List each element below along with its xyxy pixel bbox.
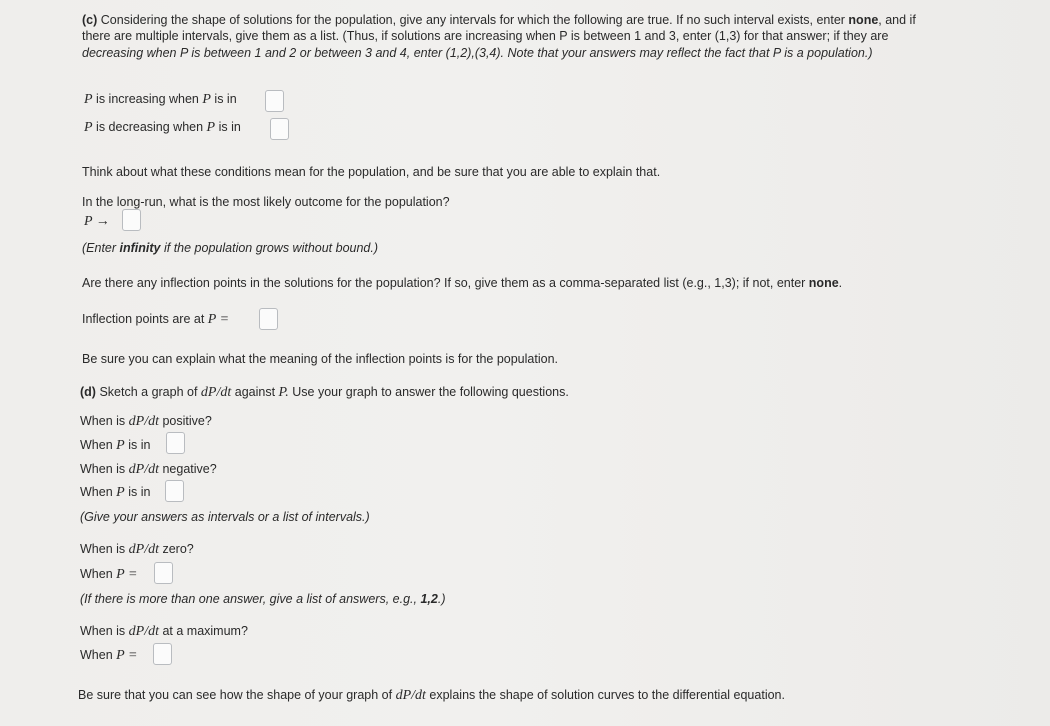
infinity-note: (Enter infinity if the population grows without bound.): [82, 241, 379, 255]
part-d-title: (d) Sketch a graph of dP/dt against P. Use your graph to answer the following questions.: [80, 385, 569, 400]
part-c-line-1: (c) Considering the shape of solutions for the population, give any intervals for which the following are true. If no such interval exists, enter none, and if: [82, 13, 916, 27]
part-d-label: (d): [80, 385, 96, 399]
positive-question: When is dP/dt positive?: [80, 414, 212, 429]
decreasing-interval-input[interactable]: [270, 118, 289, 140]
maximum-question: When is dP/dt at a maximum?: [80, 624, 248, 639]
decreasing-label: P is decreasing when P is in: [84, 120, 241, 135]
longrun-question: In the long-run, what is the most likely outcome for the population?: [82, 195, 450, 209]
inflection-points-input[interactable]: [259, 308, 278, 330]
zero-question: When is dP/dt zero?: [80, 542, 194, 557]
negative-question: When is dP/dt negative?: [80, 462, 217, 477]
negative-answer-label: When P is in: [80, 485, 151, 500]
inflection-explain-note: Be sure you can explain what the meaning of the inflection points is for the population.: [82, 352, 558, 366]
maximum-answer-label: When P =: [80, 648, 138, 663]
zero-input[interactable]: [154, 562, 173, 584]
intervals-note: (Give your answers as intervals or a list of intervals.): [80, 510, 370, 524]
part-c-line-2: there are multiple intervals, give them as a list. (Thus, if solutions are increasing when P is between 1 and 3, enter (1,3) for that answer; if they are: [82, 29, 889, 43]
think-note: Think about what these conditions mean for the population, and be sure that you are able to explain that.: [82, 165, 661, 179]
inflection-question: Are there any inflection points in the solutions for the population? If so, give them as a comma-separated list (e.g., 1,3); if not, enter none.: [82, 276, 843, 290]
zero-note: (If there is more than one answer, give a list of answers, e.g., 1,2.): [80, 592, 446, 606]
positive-interval-input[interactable]: [166, 432, 185, 454]
zero-answer-label: When P =: [80, 567, 138, 582]
negative-interval-input[interactable]: [165, 480, 184, 502]
part-c-label: (c): [82, 13, 98, 27]
maximum-input[interactable]: [153, 643, 172, 665]
final-note: Be sure that you can see how the shape of your graph of dP/dt explains the shape of solution curves to the differential equation.: [78, 688, 785, 703]
part-c-line-3: decreasing when P is between 1 and 2 or between 3 and 4, enter (1,2),(3,4). Note that your answers may reflect the fact that P is a population.): [82, 46, 873, 60]
positive-answer-label: When P is in: [80, 438, 151, 453]
increasing-interval-input[interactable]: [265, 90, 284, 112]
increasing-label: P is increasing when P is in: [84, 92, 237, 107]
inflection-label: Inflection points are at P =: [82, 312, 230, 327]
longrun-label: P →: [84, 214, 110, 229]
longrun-input[interactable]: [122, 209, 141, 231]
